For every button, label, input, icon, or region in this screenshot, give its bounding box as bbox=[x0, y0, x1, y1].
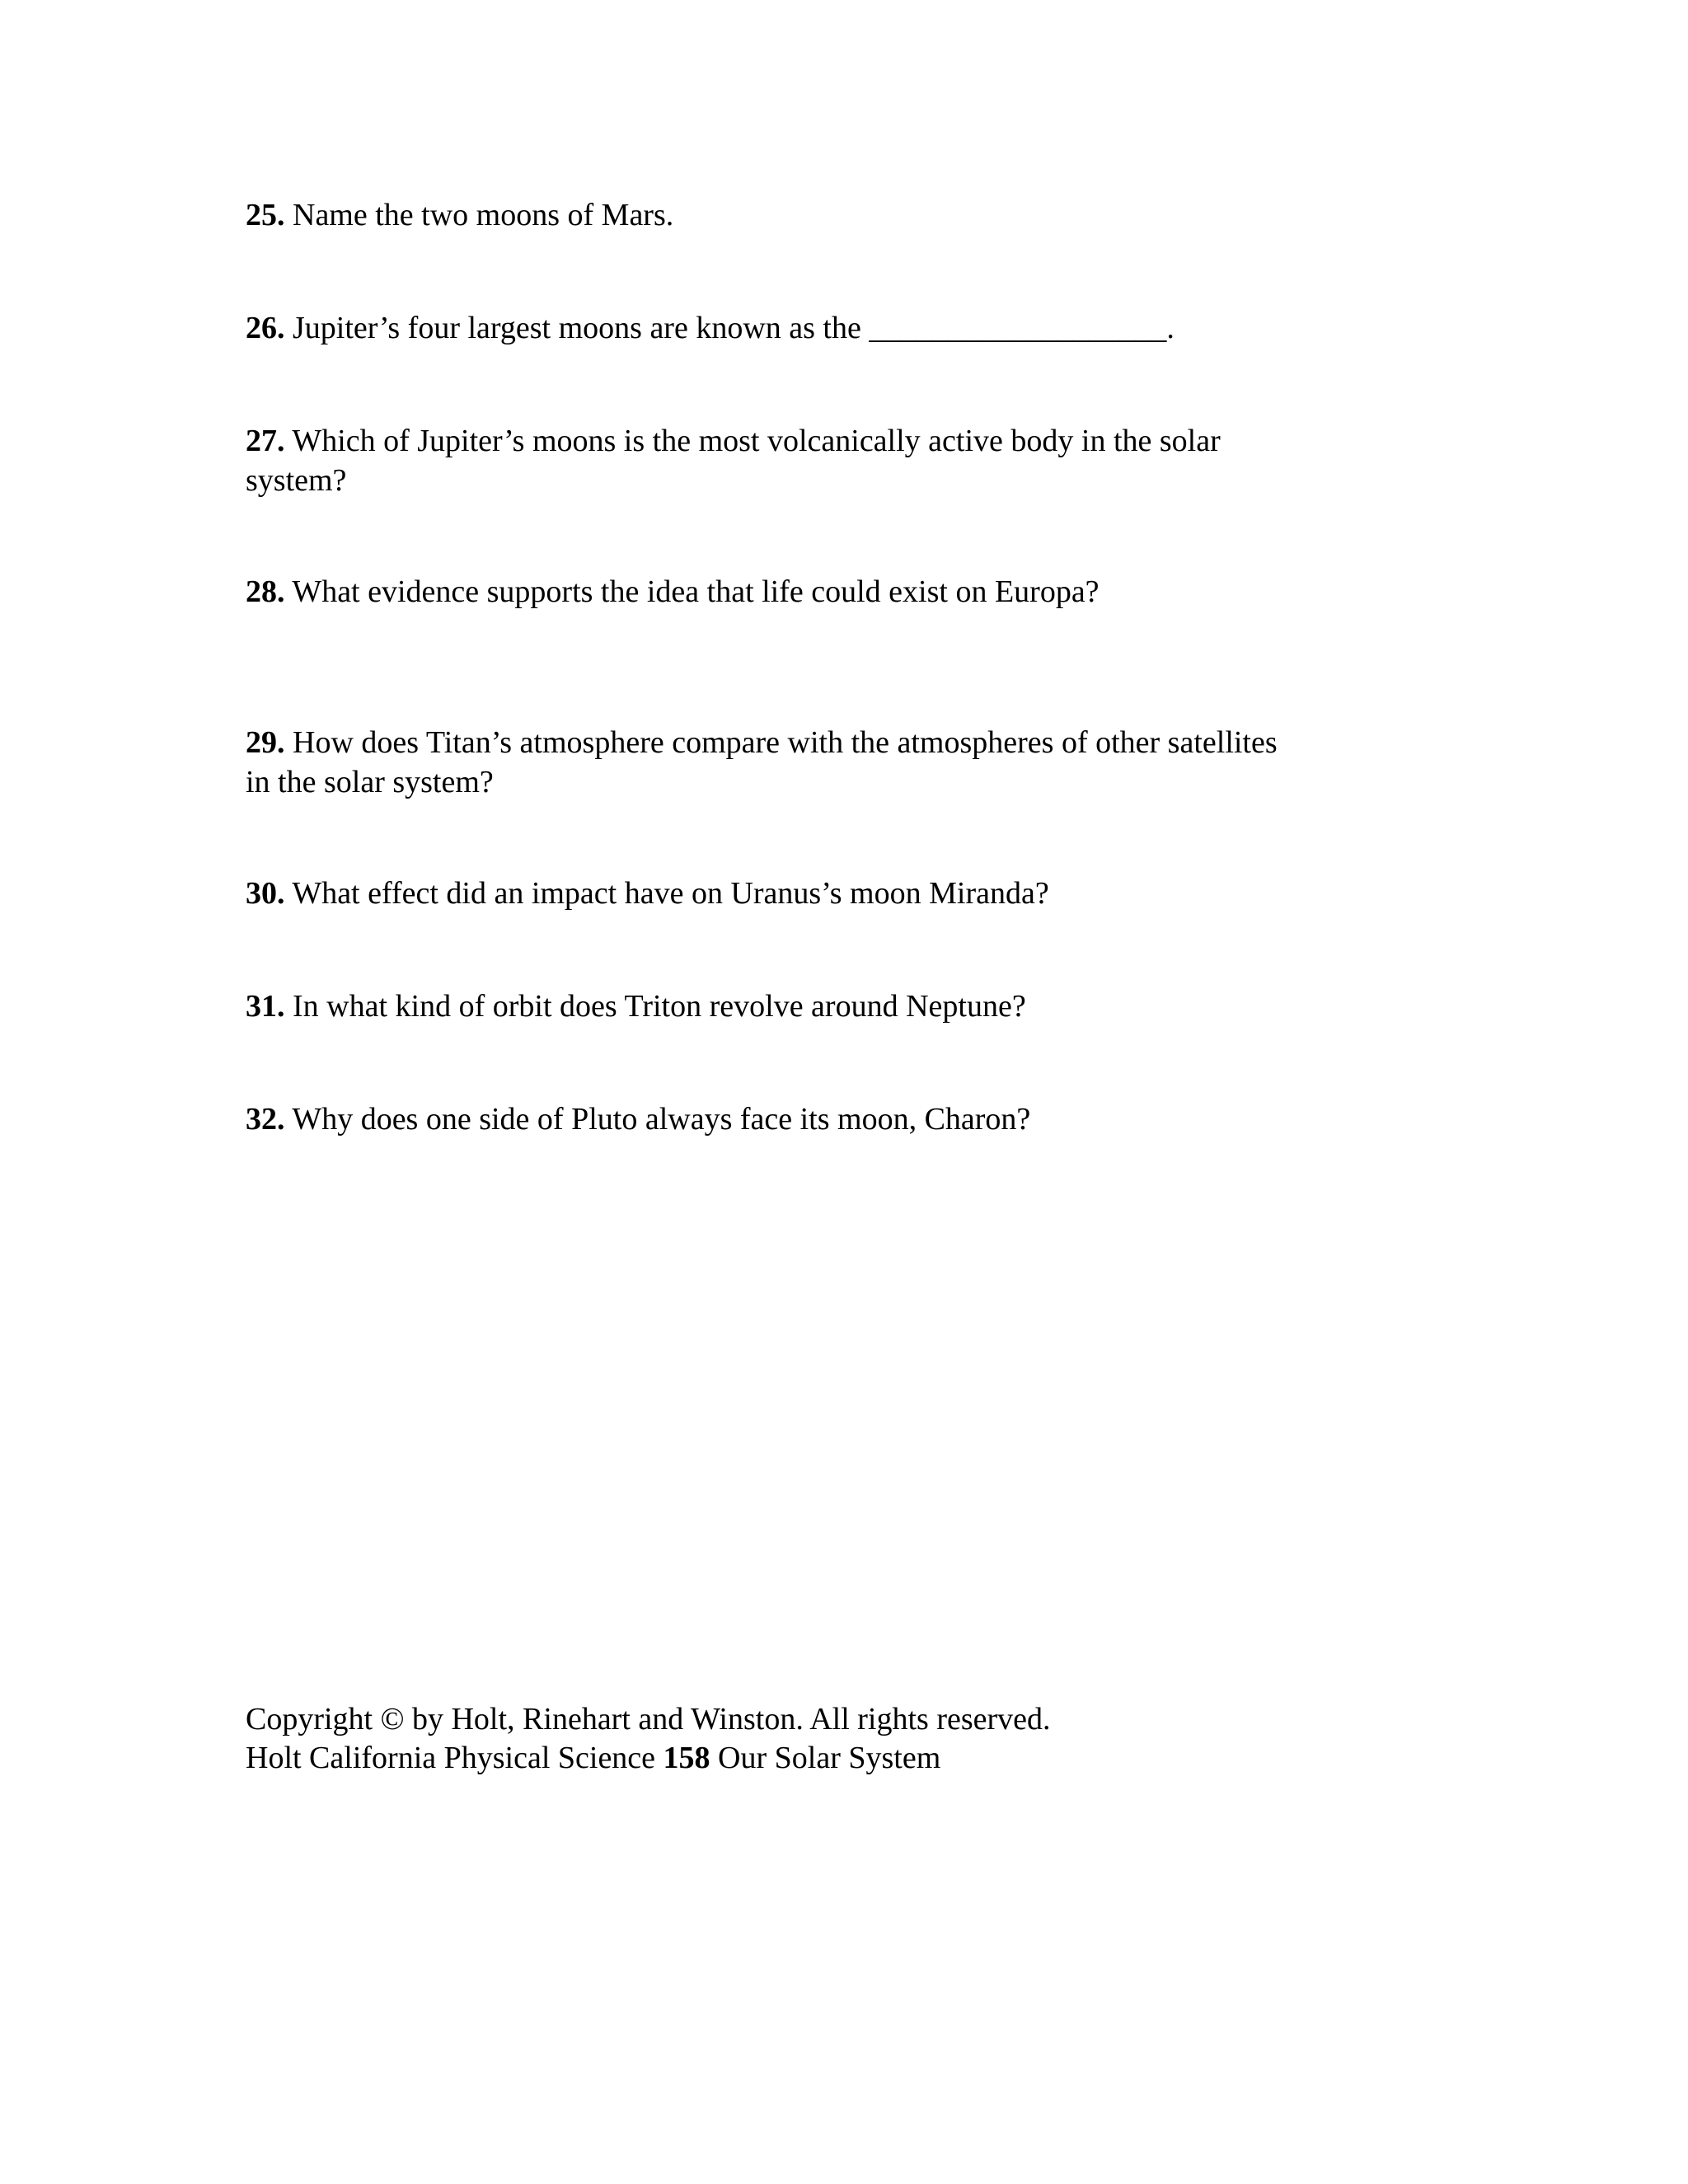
question-29 bbox=[246, 723, 1309, 802]
question-number: 27. bbox=[246, 424, 285, 458]
book-page-line bbox=[246, 1739, 1400, 1778]
page-number: 158 bbox=[663, 1741, 710, 1775]
question-32 bbox=[246, 1099, 1309, 1139]
question-text: What effect did an impact have on Uranus’s moon Miranda? bbox=[292, 876, 1049, 911]
page-footer bbox=[246, 1700, 1400, 1778]
copyright-notice: Copyright © by Holt, Rinehart and Winston. All rights reserved. bbox=[246, 1702, 1051, 1736]
question-number: 30. bbox=[246, 876, 285, 911]
question-31 bbox=[246, 987, 1309, 1026]
question-text: Why does one side of Pluto always face its moon, Charon? bbox=[292, 1102, 1031, 1137]
question-text: How does Titan’s atmosphere compare with the atmospheres of other satellites in the solar system? bbox=[246, 725, 1278, 799]
question-number: 31. bbox=[246, 989, 285, 1024]
question-text: Name the two moons of Mars. bbox=[293, 198, 674, 232]
question-26 bbox=[246, 308, 1309, 348]
question-text: Which of Jupiter’s moons is the most volcanically active body in the solar system? bbox=[246, 424, 1221, 498]
question-number: 28. bbox=[246, 574, 285, 609]
question-text: Jupiter’s four largest moons are known as the ___________________. bbox=[293, 311, 1175, 345]
question-30 bbox=[246, 874, 1309, 913]
chapter-title: Our Solar System bbox=[718, 1741, 941, 1775]
question-number: 25. bbox=[246, 198, 285, 232]
question-text: What evidence supports the idea that life could exist on Europa? bbox=[292, 574, 1100, 609]
question-text: In what kind of orbit does Triton revolve around Neptune? bbox=[293, 989, 1026, 1024]
question-number: 32. bbox=[246, 1102, 285, 1137]
book-title: Holt California Physical Science bbox=[246, 1741, 656, 1775]
question-27 bbox=[246, 421, 1309, 500]
question-28 bbox=[246, 572, 1309, 612]
question-number: 26. bbox=[246, 311, 285, 345]
question-25 bbox=[246, 195, 1309, 235]
question-number: 29. bbox=[246, 725, 285, 760]
